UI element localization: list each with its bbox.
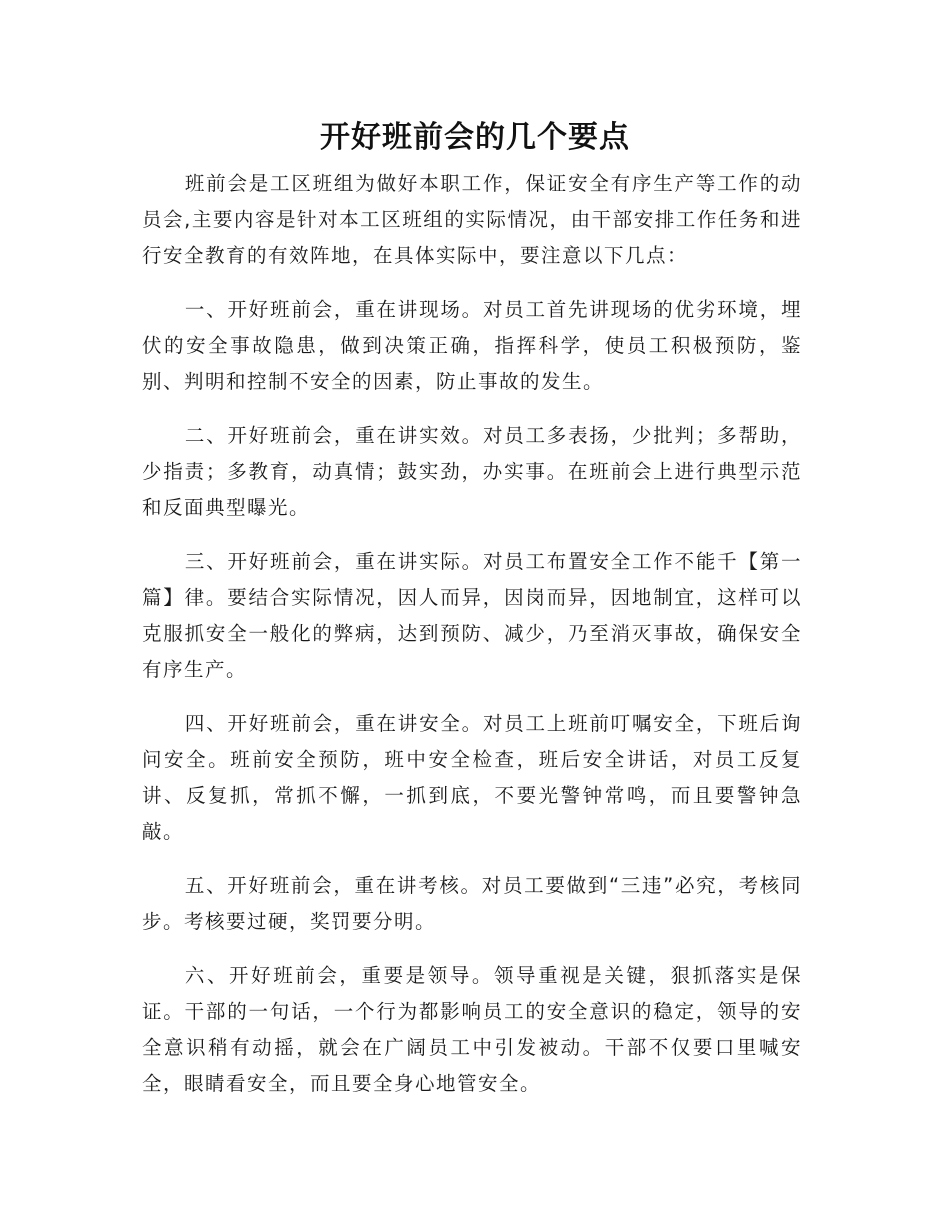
- point-5-paragraph: 五、开好班前会，重在讲考核。对员工要做到“三违”必究，考核同步。考核要过硬，奖罚要分明。: [142, 874, 802, 933]
- point-4-paragraph: 四、开好班前会，重在讲安全。对员工上班前叮嘱安全，下班后询问安全。班前安全预防，班中安全检查，班后安全讲话，对员工反复讲、反复抓，常抓不懈，一抓到底，不要光警钟常鸣，而且要警钟急敲。: [142, 712, 802, 843]
- point-2-paragraph: 二、开好班前会，重在讲实效。对员工多表扬，少批判；多帮助，少指责；多教育，动真情；鼓实劲，办实事。在班前会上进行典型示范和反面典型曝光。: [142, 424, 802, 519]
- point-1-paragraph: 一、开好班前会，重在讲现场。对员工首先讲现场的优劣环境，埋伏的安全事故隐患，做到决策正确，指挥科学，使员工积极预防，鉴别、判明和控制不安全的因素，防止事故的发生。: [142, 298, 802, 393]
- intro-paragraph: 班前会是工区班组为做好本职工作，保证安全有序生产等工作的动员会,主要内容是针对本工区班组的实际情况，由干部安排工作任务和进行安全教育的有效阵地，在具体实际中，要注意以下几点：: [142, 172, 802, 267]
- document-title: 开好班前会的几个要点: [320, 120, 630, 155]
- point-6-paragraph: 六、开好班前会，重要是领导。领导重视是关键，狠抓落实是保证。干部的一句话，一个行为都影响员工的安全意识的稳定，领导的安全意识稍有动摇，就会在广阔员工中引发被动。干部不仅要口里喊安全，眼睛看安全，而且要全身心地管安全。: [142, 964, 802, 1095]
- point-3-paragraph: 三、开好班前会，重在讲实际。对员工布置安全工作不能千【第一篇】律。要结合实际情况，因人而异，因岗而异，因地制宜，这样可以克服抓安全一般化的弊病，达到预防、减少，乃至消灭事故，确保安全有序生产。: [142, 550, 802, 681]
- document-body: [142, 166, 802, 1120]
